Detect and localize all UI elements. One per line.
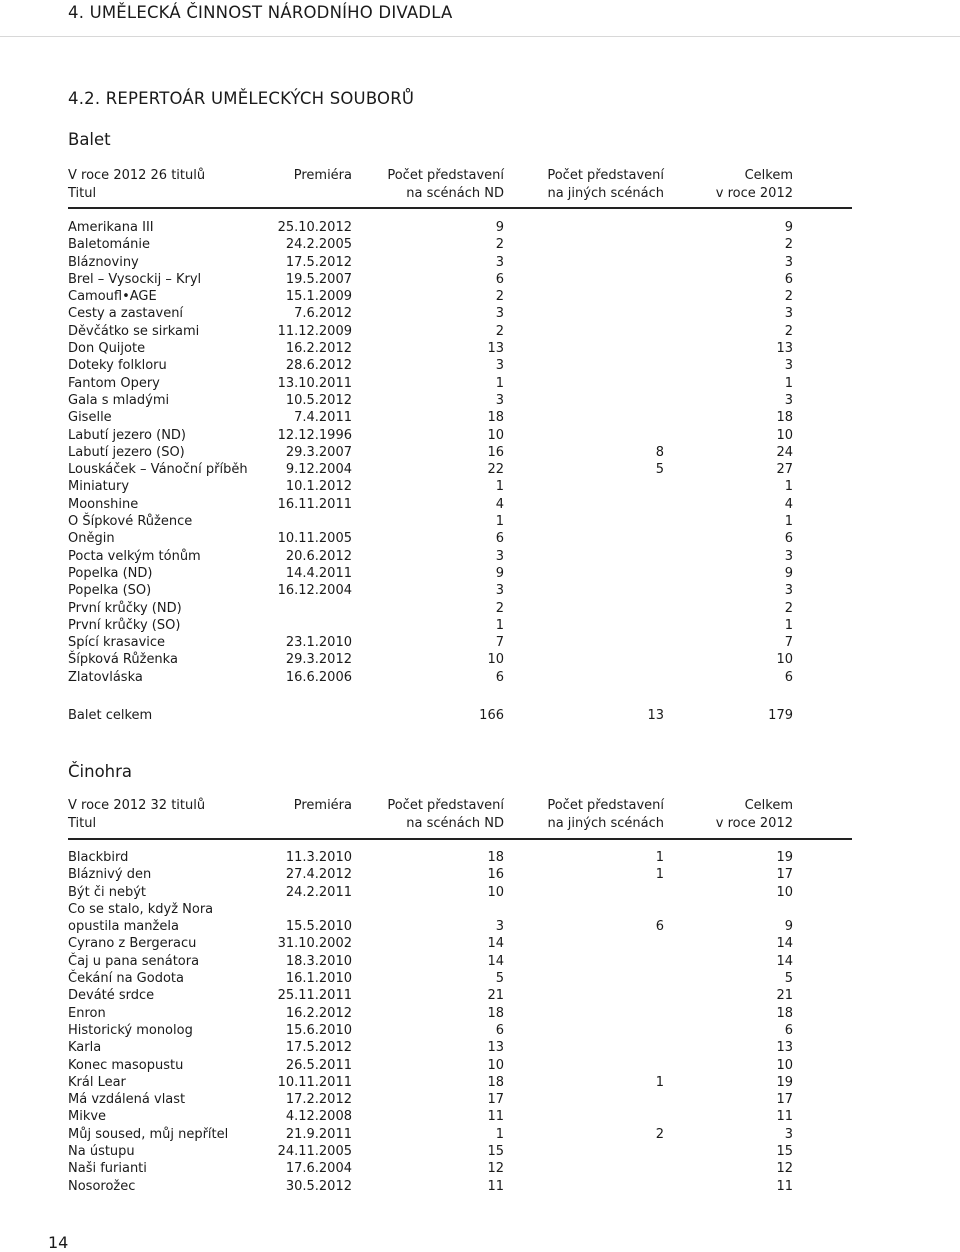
balet-title: Balet xyxy=(68,130,111,149)
cell-title: Nosorožec xyxy=(68,1178,136,1194)
cinohra-title: Činohra xyxy=(68,762,133,781)
table-row xyxy=(68,1005,853,1022)
header-nd-line1: Počet představení xyxy=(387,798,504,813)
top-divider xyxy=(0,36,960,37)
cell-total: 3 xyxy=(784,1126,793,1142)
balet-total-other: 13 xyxy=(647,708,664,723)
cell-premiere: 14.4.2011 xyxy=(285,565,352,581)
cell-total: 21 xyxy=(776,988,793,1004)
cell-title: Baletománie xyxy=(68,237,151,253)
cell-nd-count: 18 xyxy=(487,850,504,865)
table-row xyxy=(68,1074,853,1091)
cell-premiere: 16.12.2004 xyxy=(277,583,352,599)
cell-total: 1 xyxy=(784,514,793,530)
cell-nd-count: 11 xyxy=(487,1178,504,1194)
header-other-line2: na jiných scénách xyxy=(547,816,664,831)
header-premiere: Premiéra xyxy=(293,798,352,813)
cell-premiere: 30.5.2012 xyxy=(285,1178,352,1194)
cell-title: Být či nebýt xyxy=(68,884,147,900)
cell-total: 17 xyxy=(776,867,793,883)
table-row xyxy=(68,901,853,918)
cell-premiere: 11.3.2010 xyxy=(285,850,352,865)
cell-premiere: 16.2.2012 xyxy=(285,341,352,357)
header-total-line2: v roce 2012 xyxy=(715,186,793,201)
cell-premiere: 20.6.2012 xyxy=(285,548,352,564)
cell-premiere: 17.5.2012 xyxy=(285,1040,352,1056)
cell-nd-count: 10 xyxy=(487,427,504,443)
cell-nd-count: 10 xyxy=(487,1057,504,1073)
cell-premiere: 16.2.2012 xyxy=(285,1005,352,1021)
cell-total: 11 xyxy=(776,1178,793,1194)
cell-premiere: 16.6.2006 xyxy=(285,669,352,685)
cell-title: Zlatovláska xyxy=(68,669,143,685)
cell-premiere: 24.2.2005 xyxy=(285,237,352,253)
cell-nd-count: 13 xyxy=(487,341,504,357)
cell-nd-count: 22 xyxy=(487,462,504,478)
cell-total: 19 xyxy=(776,1074,793,1090)
cell-nd-count: 3 xyxy=(495,392,504,408)
cell-title: Král Lear xyxy=(68,1074,126,1090)
table-row xyxy=(68,496,853,513)
cell-nd-count: 15 xyxy=(487,1144,504,1160)
table-row xyxy=(68,305,853,322)
cell-nd-count: 9 xyxy=(495,565,504,581)
cell-title: Gala s mladými xyxy=(68,392,170,408)
cell-title: Labutí jezero (ND) xyxy=(68,427,186,443)
cell-nd-count: 17 xyxy=(487,1092,504,1108)
cell-premiere: 24.11.2005 xyxy=(277,1144,352,1160)
cell-title: Bláznivý den xyxy=(68,867,152,883)
balet-table-body xyxy=(68,219,853,686)
cell-title: Blackbird xyxy=(68,850,129,865)
cell-premiere: 9.12.2004 xyxy=(285,462,352,478)
cell-total: 14 xyxy=(776,953,793,969)
balet-total-label: Balet celkem xyxy=(68,708,153,723)
cell-total: 9 xyxy=(784,919,793,935)
cell-title: Labutí jezero (SO) xyxy=(68,444,185,460)
header-nd-line2: na scénách ND xyxy=(406,186,504,201)
cell-nd-count: 3 xyxy=(495,583,504,599)
balet-table-header xyxy=(68,167,853,203)
cell-title: O Šípkové Růžence xyxy=(68,514,193,530)
table-row xyxy=(68,548,853,565)
cell-title: Enron xyxy=(68,1005,106,1021)
header-other-line2: na jiných scénách xyxy=(547,186,664,201)
cell-title: První krůčky (SO) xyxy=(68,617,181,633)
cell-total: 18 xyxy=(776,1005,793,1021)
cell-premiere: 10.5.2012 xyxy=(285,392,352,408)
table-row xyxy=(68,409,853,426)
table-row xyxy=(68,634,853,651)
table-row xyxy=(68,271,853,288)
header-nd-line1: Počet představení xyxy=(387,168,504,183)
balet-total-row xyxy=(68,707,853,725)
cell-premiere: 7.4.2011 xyxy=(294,410,352,426)
cell-title: opustila manžela xyxy=(68,919,179,935)
cell-premiere: 15.1.2009 xyxy=(285,289,352,305)
header-titles-count: V roce 2012 26 titulů xyxy=(68,168,206,183)
cell-total: 10 xyxy=(776,1057,793,1073)
cell-total: 6 xyxy=(784,271,793,287)
cell-nd-count: 11 xyxy=(487,1109,504,1125)
cell-nd-count: 3 xyxy=(495,919,504,935)
cell-premiere: 10.11.2011 xyxy=(277,1074,352,1090)
cell-total: 1 xyxy=(784,375,793,391)
cell-title: Karla xyxy=(68,1040,102,1056)
cell-premiere: 19.5.2007 xyxy=(285,271,352,287)
cell-title: Popelka (ND) xyxy=(68,565,153,581)
cell-nd-count: 18 xyxy=(487,410,504,426)
cinohra-table-header xyxy=(68,797,853,833)
page-number: 14 xyxy=(48,1233,69,1252)
table-row xyxy=(68,651,853,668)
cell-total: 2 xyxy=(784,323,793,339)
cell-title: Pocta velkým tónům xyxy=(68,548,201,564)
cell-total: 2 xyxy=(784,237,793,253)
cell-title: Oněgin xyxy=(68,531,115,547)
table-row xyxy=(68,565,853,582)
header-title-col: Titul xyxy=(68,186,97,201)
cell-premiere: 17.6.2004 xyxy=(285,1161,352,1177)
cell-nd-count: 1 xyxy=(495,479,504,495)
cell-nd-count: 3 xyxy=(495,254,504,270)
cell-title: Mikve xyxy=(68,1109,107,1125)
header-premiere: Premiéra xyxy=(293,168,352,183)
table-row xyxy=(68,669,853,686)
table-row xyxy=(68,1178,853,1195)
cell-premiere: 10.11.2005 xyxy=(277,531,352,547)
cell-total: 13 xyxy=(776,341,793,357)
table-row xyxy=(68,340,853,357)
header-other-line1: Počet představení xyxy=(547,168,664,183)
cell-premiere: 29.3.2012 xyxy=(285,652,352,668)
cell-title: Doteky folkloru xyxy=(68,358,167,374)
header-title-col: Titul xyxy=(68,816,97,831)
cell-total: 3 xyxy=(784,548,793,564)
cell-nd-count: 18 xyxy=(487,1005,504,1021)
cell-other-count: 1 xyxy=(655,1074,664,1090)
table-row xyxy=(68,600,853,617)
table-row xyxy=(68,444,853,461)
table-row xyxy=(68,849,853,866)
cell-total: 18 xyxy=(776,410,793,426)
cell-premiere: 4.12.2008 xyxy=(285,1109,352,1125)
cell-title: Fantom Opery xyxy=(68,375,160,391)
cell-premiere: 11.12.2009 xyxy=(277,323,352,339)
cell-nd-count: 4 xyxy=(495,496,504,512)
header-total-line1: Celkem xyxy=(744,798,793,813)
cell-nd-count: 13 xyxy=(487,1040,504,1056)
cell-title: Miniatury xyxy=(68,479,130,495)
cell-title: Cesty a zastavení xyxy=(68,306,184,322)
cell-total: 2 xyxy=(784,600,793,616)
cell-total: 14 xyxy=(776,936,793,952)
cell-title: Camoufl•AGE xyxy=(68,289,157,305)
cell-total: 6 xyxy=(784,669,793,685)
cell-premiere: 31.10.2002 xyxy=(277,936,352,952)
cell-nd-count: 1 xyxy=(495,1126,504,1142)
cell-premiere: 15.5.2010 xyxy=(285,919,352,935)
cell-premiere: 18.3.2010 xyxy=(285,953,352,969)
cell-title: Na ústupu xyxy=(68,1144,135,1160)
balet-total-sum: 179 xyxy=(768,708,793,723)
cell-premiere: 17.5.2012 xyxy=(285,254,352,270)
cell-total: 2 xyxy=(784,289,793,305)
cell-title: Moonshine xyxy=(68,496,139,512)
cell-premiere: 7.6.2012 xyxy=(294,306,352,322)
cinohra-header-rule xyxy=(68,838,852,840)
chapter-heading: 4. UMĚLECKÁ ČINNOST NÁRODNÍHO DIVADLA xyxy=(68,3,453,22)
cell-nd-count: 2 xyxy=(495,237,504,253)
cell-total: 3 xyxy=(784,254,793,270)
cell-nd-count: 2 xyxy=(495,600,504,616)
cell-premiere: 16.11.2011 xyxy=(277,496,352,512)
header-other-line1: Počet představení xyxy=(547,798,664,813)
cell-total: 3 xyxy=(784,392,793,408)
cell-total: 27 xyxy=(776,462,793,478)
cell-total: 7 xyxy=(784,635,793,651)
cell-total: 11 xyxy=(776,1109,793,1125)
cell-total: 9 xyxy=(784,565,793,581)
cell-premiere: 29.3.2007 xyxy=(285,444,352,460)
table-row xyxy=(68,1143,853,1160)
cell-title: Šípková Růženka xyxy=(68,652,178,668)
cell-total: 15 xyxy=(776,1144,793,1160)
cell-nd-count: 7 xyxy=(495,635,504,651)
cell-title: Giselle xyxy=(68,410,112,426)
table-row xyxy=(68,953,853,970)
table-row xyxy=(68,1022,853,1039)
cell-premiere: 26.5.2011 xyxy=(285,1057,352,1073)
cell-total: 10 xyxy=(776,884,793,900)
cell-total: 5 xyxy=(784,971,793,987)
cell-premiere: 17.2.2012 xyxy=(285,1092,352,1108)
table-row xyxy=(68,1126,853,1143)
table-row xyxy=(68,357,853,374)
table-row xyxy=(68,987,853,1004)
cell-title: Čekání na Godota xyxy=(68,971,184,987)
table-row xyxy=(68,288,853,305)
table-row xyxy=(68,375,853,392)
cell-title: Bláznoviny xyxy=(68,254,139,270)
cell-premiere: 27.4.2012 xyxy=(285,867,352,883)
cell-total: 4 xyxy=(784,496,793,512)
cell-title: Konec masopustu xyxy=(68,1057,184,1073)
cell-title: Amerikana III xyxy=(68,220,154,235)
cell-title: První krůčky (ND) xyxy=(68,600,182,616)
cell-nd-count: 1 xyxy=(495,617,504,633)
cell-total: 10 xyxy=(776,427,793,443)
cell-title: Louskáček – Vánoční příběh xyxy=(68,462,248,478)
header-total-line1: Celkem xyxy=(744,168,793,183)
cell-premiere: 12.12.1996 xyxy=(277,427,352,443)
header-total-line2: v roce 2012 xyxy=(715,816,793,831)
cell-title: Spící krasavice xyxy=(68,635,166,651)
table-row xyxy=(68,219,853,236)
table-row xyxy=(68,866,853,883)
table-row xyxy=(68,970,853,987)
cell-nd-count: 10 xyxy=(487,884,504,900)
cell-premiere: 21.9.2011 xyxy=(285,1126,352,1142)
table-row xyxy=(68,582,853,599)
cinohra-table-body xyxy=(68,849,853,1195)
cell-nd-count: 14 xyxy=(487,953,504,969)
cell-premiere: 25.11.2011 xyxy=(277,988,352,1004)
cell-title: Děvčátko se sirkami xyxy=(68,323,200,339)
cell-nd-count: 6 xyxy=(495,669,504,685)
cell-total: 1 xyxy=(784,479,793,495)
section-heading: 4.2. REPERTOÁR UMĚLECKÝCH SOUBORŮ xyxy=(68,89,415,108)
cell-title: Co se stalo, když Nora xyxy=(68,901,214,917)
cell-total: 6 xyxy=(784,531,793,547)
table-row xyxy=(68,1039,853,1056)
table-row xyxy=(68,236,853,253)
cell-other-count: 1 xyxy=(655,850,664,865)
cell-nd-count: 3 xyxy=(495,306,504,322)
balet-total-nd: 166 xyxy=(479,708,504,723)
table-row xyxy=(68,392,853,409)
cell-total: 24 xyxy=(776,444,793,460)
cell-total: 13 xyxy=(776,1040,793,1056)
cell-nd-count: 6 xyxy=(495,531,504,547)
cell-nd-count: 1 xyxy=(495,375,504,391)
cell-nd-count: 6 xyxy=(495,1022,504,1038)
table-row xyxy=(68,918,853,935)
cell-title: Má vzdálená vlast xyxy=(68,1092,186,1108)
cell-premiere: 28.6.2012 xyxy=(285,358,352,374)
table-row xyxy=(68,884,853,901)
cell-other-count: 1 xyxy=(655,867,664,883)
cell-title: Naši furianti xyxy=(68,1161,147,1177)
cell-nd-count: 14 xyxy=(487,936,504,952)
cell-total: 3 xyxy=(784,583,793,599)
cell-title: Don Quijote xyxy=(68,341,146,357)
table-row xyxy=(68,461,853,478)
table-row xyxy=(68,513,853,530)
cell-title: Můj soused, můj nepřítel xyxy=(68,1126,229,1142)
header-titles-count: V roce 2012 32 titulů xyxy=(68,798,206,813)
cell-title: Popelka (SO) xyxy=(68,583,152,599)
cell-premiere: 15.6.2010 xyxy=(285,1022,352,1038)
table-row xyxy=(68,478,853,495)
cell-other-count: 8 xyxy=(655,444,664,460)
cell-premiere: 24.2.2011 xyxy=(285,884,352,900)
cell-total: 3 xyxy=(784,358,793,374)
cell-nd-count: 9 xyxy=(495,220,504,235)
cell-title: Historický monolog xyxy=(68,1022,193,1038)
cell-nd-count: 18 xyxy=(487,1074,504,1090)
cell-premiere: 13.10.2011 xyxy=(277,375,352,391)
cell-premiere: 23.1.2010 xyxy=(285,635,352,651)
cell-nd-count: 3 xyxy=(495,358,504,374)
cell-other-count: 5 xyxy=(655,462,664,478)
cell-nd-count: 5 xyxy=(495,971,504,987)
cell-total: 6 xyxy=(784,1022,793,1038)
cell-total: 12 xyxy=(776,1161,793,1177)
cell-nd-count: 6 xyxy=(495,271,504,287)
table-row xyxy=(68,1108,853,1125)
table-row xyxy=(68,1091,853,1108)
cell-nd-count: 2 xyxy=(495,323,504,339)
cell-title: Čaj u pana senátora xyxy=(68,953,200,969)
cell-title: Brel – Vysockij – Kryl xyxy=(68,271,202,287)
table-row xyxy=(68,254,853,271)
table-row xyxy=(68,617,853,634)
cell-total: 17 xyxy=(776,1092,793,1108)
cell-other-count: 2 xyxy=(655,1126,664,1142)
cell-total: 9 xyxy=(784,220,793,235)
cell-nd-count: 21 xyxy=(487,988,504,1004)
cell-nd-count: 16 xyxy=(487,444,504,460)
cell-nd-count: 10 xyxy=(487,652,504,668)
table-row xyxy=(68,427,853,444)
cell-premiere: 25.10.2012 xyxy=(277,220,352,235)
header-nd-line2: na scénách ND xyxy=(406,816,504,831)
table-row xyxy=(68,530,853,547)
cell-premiere: 10.1.2012 xyxy=(285,479,352,495)
cell-nd-count: 1 xyxy=(495,514,504,530)
cell-nd-count: 3 xyxy=(495,548,504,564)
cell-nd-count: 16 xyxy=(487,867,504,883)
cell-total: 10 xyxy=(776,652,793,668)
cell-title: Deváté srdce xyxy=(68,988,155,1004)
cell-premiere: 16.1.2010 xyxy=(285,971,352,987)
table-row xyxy=(68,1160,853,1177)
table-row xyxy=(68,935,853,952)
table-row xyxy=(68,323,853,340)
cell-title: Cyrano z Bergeracu xyxy=(68,936,197,952)
cell-other-count: 6 xyxy=(655,919,664,935)
cell-total: 19 xyxy=(776,850,793,865)
cell-nd-count: 12 xyxy=(487,1161,504,1177)
cell-nd-count: 2 xyxy=(495,289,504,305)
cell-total: 3 xyxy=(784,306,793,322)
balet-header-rule xyxy=(68,207,852,209)
cell-total: 1 xyxy=(784,617,793,633)
table-row xyxy=(68,1057,853,1074)
